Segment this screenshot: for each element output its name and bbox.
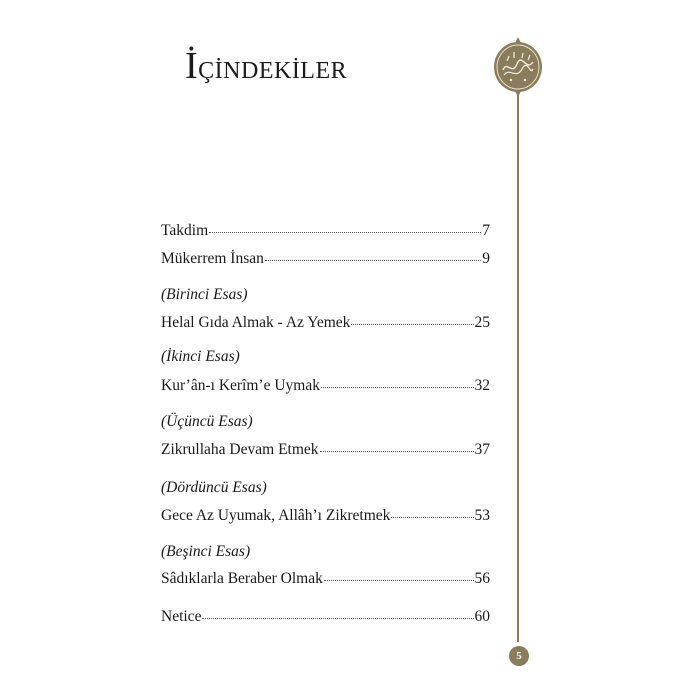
toc-entry-page: 53	[474, 507, 490, 524]
toc-entry-page: 7	[482, 222, 490, 239]
dot-leader	[209, 231, 481, 233]
dot-leader	[351, 323, 473, 325]
toc-entry[interactable]	[161, 377, 490, 399]
vertical-rule	[517, 94, 519, 642]
toc-entry-page: 60	[474, 608, 490, 625]
dot-leader	[391, 516, 473, 518]
toc-entry[interactable]	[161, 222, 490, 244]
toc-entry[interactable]	[161, 250, 490, 272]
toc-entry-page: 32	[474, 377, 490, 394]
page-title	[185, 44, 347, 88]
dot-leader	[324, 579, 474, 581]
title-initial: İ	[185, 45, 199, 87]
calligraphy-medallion-icon	[492, 36, 544, 98]
toc-entry-page: 25	[474, 314, 490, 331]
toc-entry-page: 9	[482, 250, 490, 267]
toc-entry-title: Sâdıklarla Beraber Olmak	[161, 570, 323, 587]
toc-section-label: (İkinci Esas)	[161, 348, 240, 365]
toc-entry-title: Zikrullaha Devam Etmek	[161, 441, 319, 458]
toc-entry-title: Mükerrem İnsan	[161, 250, 264, 267]
toc-entry-title: Netice	[161, 608, 202, 625]
dot-leader	[202, 617, 473, 619]
dot-leader	[265, 259, 481, 261]
toc-entry-title: Helal Gıda Almak - Az Yemek	[161, 314, 351, 331]
page-number-badge: 5	[509, 646, 529, 666]
title-rest: ÇİNDEKİLER	[198, 58, 348, 84]
toc-entry[interactable]	[161, 507, 490, 529]
toc-section-label: (Üçüncü Esas)	[161, 413, 253, 430]
toc-entry[interactable]	[161, 441, 490, 463]
toc-section-label: (Dördüncü Esas)	[161, 479, 267, 496]
toc-entry-title: Takdim	[161, 222, 209, 239]
dot-leader	[321, 386, 474, 388]
toc-entry-page: 37	[474, 441, 490, 458]
dot-leader	[320, 450, 474, 452]
toc-section-label: (Birinci Esas)	[161, 286, 248, 303]
toc-entry-page: 56	[474, 570, 490, 587]
toc-entry-title: Kur’ân-ı Kerîm’e Uymak	[161, 377, 320, 394]
toc-entry[interactable]	[161, 570, 490, 592]
toc-entry-title: Gece Az Uyumak, Allâh’ı Zikretmek	[161, 507, 391, 524]
toc-section-label: (Beşinci Esas)	[161, 543, 251, 560]
toc-entry[interactable]	[161, 608, 490, 630]
toc-entry[interactable]	[161, 314, 490, 336]
